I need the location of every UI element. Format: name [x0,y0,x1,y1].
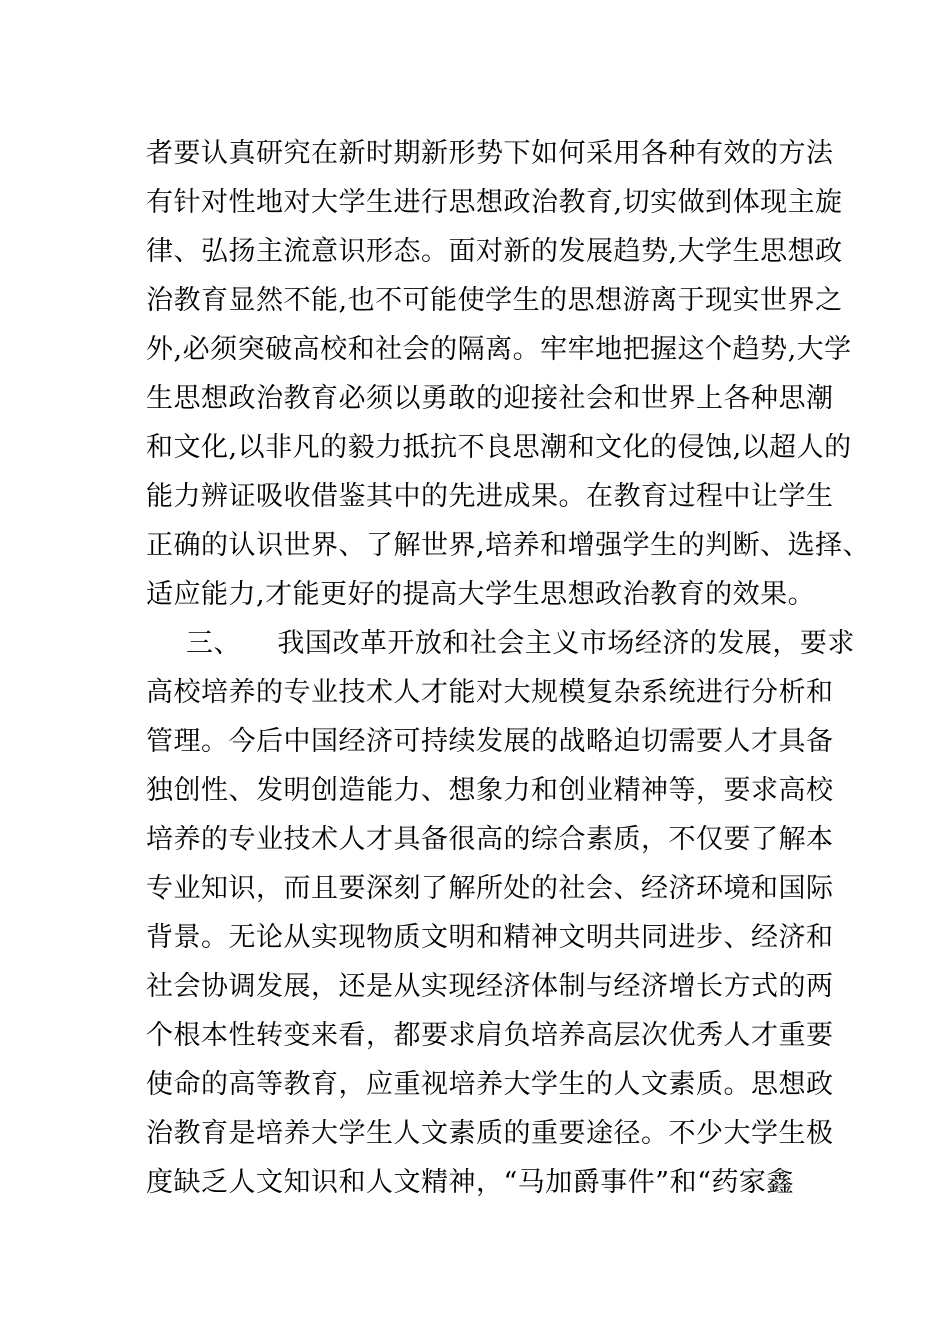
text-line-1: 者要认真研究在新时期新形势下如何采用各种有效的方法 [146,138,834,169]
text-line-10: 适应能力,才能更好的提高大学生思想政治教育的效果。 [146,579,816,610]
text-line-5: 外,必须突破高校和社会的隔离。牢牢地把握这个趋势,大学 [146,334,852,365]
text-line-14: 独创性、发明创造能力、想象力和创业精神等，要求高校 [146,775,834,806]
text-line-19: 个根本性转变来看，都要求肩负培养高层次优秀人才重要 [146,1020,834,1051]
text-line-21: 治教育是培养大学生人文素质的重要途径。不少大学生极 [146,1118,834,1149]
section-heading-line: 三、 我国改革开放和社会主义市场经济的发展，要求 [186,628,855,659]
text-line-4: 治教育显然不能,也不可能使学生的思想游离于现实世界之 [146,285,843,316]
text-line-8: 能力辨证吸收借鉴其中的先进成果。在教育过程中让学生 [146,481,834,512]
text-line-12: 高校培养的专业技术人才能对大规模复杂系统进行分析和 [146,677,834,708]
text-line-15: 培养的专业技术人才具备很高的综合素质，不仅要了解本 [146,824,834,855]
text-line-16: 专业知识，而且要深刻了解所处的社会、经济环境和国际 [146,873,834,904]
text-line-13: 管理。今后中国经济可持续发展的战略迫切需要人才具备 [146,726,834,757]
text-line-2: 有针对性地对大学生进行思想政治教育,切实做到体现主旋 [146,187,843,218]
text-line-22: 度缺乏人文知识和人文精神，“马加爵事件”和“药家鑫 [146,1167,794,1198]
text-line-17: 背景。无论从实现物质文明和精神文明共同进步、经济和 [146,922,834,953]
text-line-18: 社会协调发展，还是从实现经济体制与经济增长方式的两 [146,971,834,1002]
text-line-6: 生思想政治教育必须以勇敢的迎接社会和世界上各种思潮 [146,383,834,414]
text-line-3: 律、弘扬主流意识形态。面对新的发展趋势,大学生思想政 [146,236,843,267]
text-line-20: 使命的高等教育，应重视培养大学生的人文素质。思想政 [146,1069,834,1100]
text-line-9: 正确的认识世界、了解世界,培养和增强学生的判断、选择、 [146,530,871,561]
text-line-7: 和文化,以非凡的毅力抵抗不良思潮和文化的侵蚀,以超人的 [146,432,852,463]
